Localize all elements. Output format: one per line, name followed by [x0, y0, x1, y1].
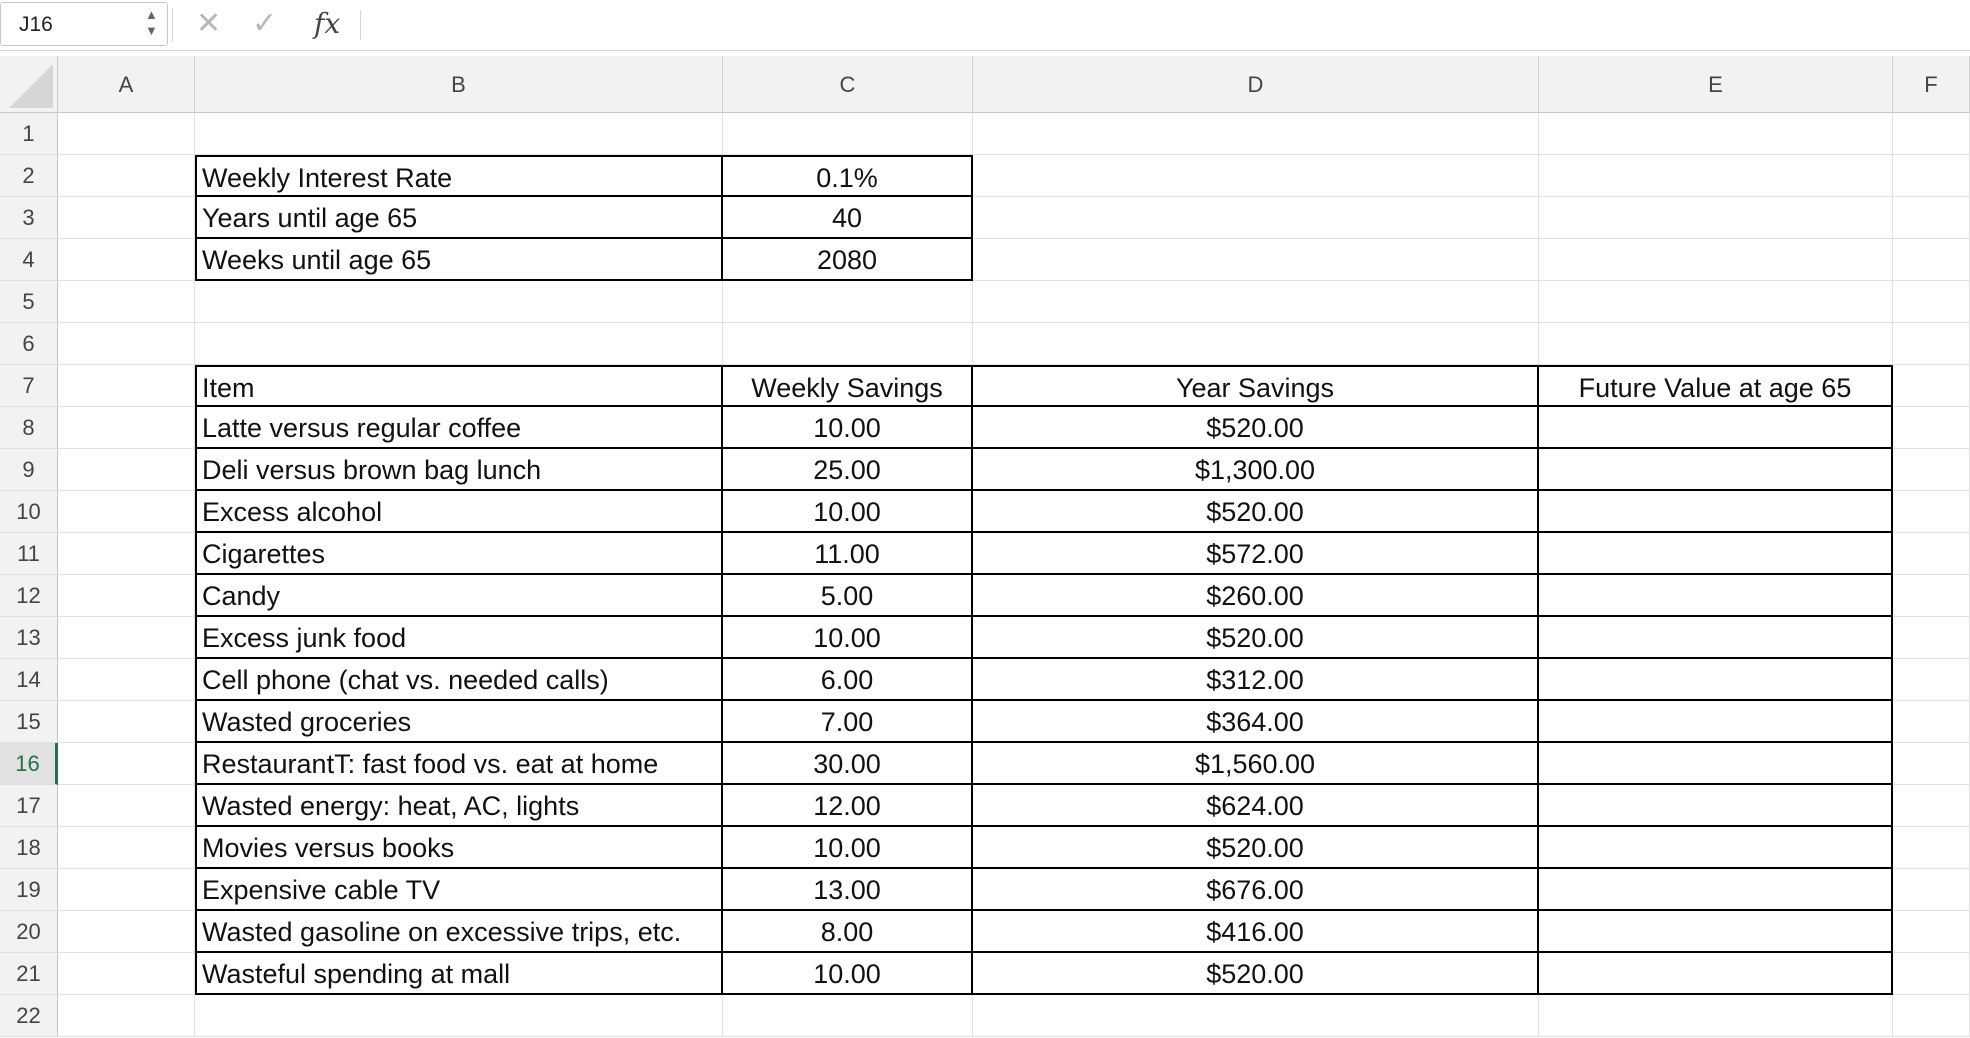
row-header-20[interactable]: 20 — [0, 911, 58, 953]
cell[interactable] — [1893, 113, 1970, 155]
cell[interactable] — [1539, 197, 1893, 239]
table-cell-year[interactable]: $520.00 — [973, 491, 1539, 533]
cell[interactable] — [1893, 701, 1970, 743]
row-header-6[interactable]: 6 — [0, 323, 58, 365]
table-cell-item[interactable]: Latte versus regular coffee — [195, 407, 723, 449]
formula-input[interactable] — [370, 8, 1964, 44]
table-cell-item[interactable]: Wasted energy: heat, AC, lights — [195, 785, 723, 827]
table-header-weekly[interactable]: Weekly Savings — [723, 365, 973, 407]
cell[interactable] — [58, 995, 195, 1037]
name-box-value: J16 — [19, 13, 53, 36]
table-header-year[interactable]: Year Savings — [973, 365, 1539, 407]
row-header-19[interactable]: 19 — [0, 869, 58, 911]
cell[interactable] — [1893, 365, 1970, 407]
cell[interactable] — [1539, 281, 1893, 323]
row-header-11[interactable]: 11 — [0, 533, 58, 575]
cell[interactable] — [1893, 869, 1970, 911]
param-label[interactable]: Years until age 65 — [195, 197, 723, 239]
table-cell-year[interactable]: $312.00 — [973, 659, 1539, 701]
table-cell-item[interactable]: Deli versus brown bag lunch — [195, 449, 723, 491]
row-header-21[interactable]: 21 — [0, 953, 58, 995]
cell[interactable] — [58, 197, 195, 239]
cell[interactable] — [58, 491, 195, 533]
table-cell-weekly[interactable]: 10.00 — [723, 407, 973, 449]
table-cell-year[interactable]: $520.00 — [973, 827, 1539, 869]
cell[interactable] — [58, 281, 195, 323]
cell[interactable] — [1893, 155, 1970, 197]
table-cell-item[interactable]: Expensive cable TV — [195, 869, 723, 911]
cell[interactable] — [973, 113, 1539, 155]
table-cell-future[interactable] — [1539, 953, 1893, 995]
row-header-13[interactable]: 13 — [0, 617, 58, 659]
row-header-17[interactable]: 17 — [0, 785, 58, 827]
column-header-e[interactable]: E — [1539, 56, 1893, 113]
cell[interactable] — [58, 449, 195, 491]
table-cell-weekly[interactable]: 5.00 — [723, 575, 973, 617]
cell[interactable] — [1893, 533, 1970, 575]
table-cell-item[interactable]: Movies versus books — [195, 827, 723, 869]
table-cell-future[interactable] — [1539, 407, 1893, 449]
cell[interactable] — [723, 113, 973, 155]
row-header-7[interactable]: 7 — [0, 365, 58, 407]
table-cell-future[interactable] — [1539, 491, 1893, 533]
table-cell-future[interactable] — [1539, 533, 1893, 575]
cell[interactable] — [58, 323, 195, 365]
cell[interactable] — [195, 323, 723, 365]
row-header-1[interactable]: 1 — [0, 113, 58, 155]
cell[interactable] — [1893, 659, 1970, 701]
table-cell-weekly[interactable]: 10.00 — [723, 953, 973, 995]
table-header-item[interactable]: Item — [195, 365, 723, 407]
cell[interactable] — [1893, 197, 1970, 239]
param-value[interactable]: 40 — [723, 197, 973, 239]
table-cell-weekly[interactable]: 8.00 — [723, 911, 973, 953]
table-cell-future[interactable] — [1539, 827, 1893, 869]
table-cell-future[interactable] — [1539, 869, 1893, 911]
table-cell-year[interactable]: $364.00 — [973, 701, 1539, 743]
cell[interactable] — [1893, 239, 1970, 281]
cell[interactable] — [1893, 995, 1970, 1037]
table-header-future[interactable]: Future Value at age 65 — [1539, 365, 1893, 407]
cell[interactable] — [58, 701, 195, 743]
cell[interactable] — [973, 323, 1539, 365]
param-label[interactable]: Weekly Interest Rate — [195, 155, 723, 197]
row-header-3[interactable]: 3 — [0, 197, 58, 239]
table-cell-year[interactable]: $520.00 — [973, 407, 1539, 449]
table-cell-weekly[interactable]: 10.00 — [723, 491, 973, 533]
column-header-f[interactable]: F — [1893, 56, 1970, 113]
param-value[interactable]: 2080 — [723, 239, 973, 281]
cancel-icon[interactable]: ✕ — [196, 7, 222, 40]
row-header-10[interactable]: 10 — [0, 491, 58, 533]
cell[interactable] — [1893, 407, 1970, 449]
cell[interactable] — [58, 239, 195, 281]
table-cell-future[interactable] — [1539, 785, 1893, 827]
cell[interactable] — [1893, 911, 1970, 953]
table-cell-weekly[interactable]: 6.00 — [723, 659, 973, 701]
table-cell-weekly[interactable]: 11.00 — [723, 533, 973, 575]
cell[interactable] — [1539, 995, 1893, 1037]
table-cell-future[interactable] — [1539, 575, 1893, 617]
name-box-stepper-icon[interactable]: ▲ ▼ — [145, 7, 158, 38]
column-header-c[interactable]: C — [723, 56, 973, 113]
cell[interactable] — [1539, 323, 1893, 365]
row-header-12[interactable]: 12 — [0, 575, 58, 617]
cell[interactable] — [973, 281, 1539, 323]
table-cell-item[interactable]: Wasted gasoline on excessive trips, etc. — [195, 911, 723, 953]
table-cell-item[interactable]: Cigarettes — [195, 533, 723, 575]
cell[interactable] — [973, 197, 1539, 239]
cell[interactable] — [1893, 449, 1970, 491]
cell[interactable] — [1893, 575, 1970, 617]
cell[interactable] — [973, 155, 1539, 197]
table-cell-item[interactable]: RestaurantT: fast food vs. eat at home — [195, 743, 723, 785]
cell[interactable] — [1893, 953, 1970, 995]
cell[interactable] — [58, 911, 195, 953]
select-all-corner[interactable] — [0, 56, 58, 113]
table-cell-future[interactable] — [1539, 659, 1893, 701]
cell[interactable] — [1893, 827, 1970, 869]
cell[interactable] — [58, 365, 195, 407]
cell[interactable] — [1539, 155, 1893, 197]
divider — [172, 8, 173, 42]
table-cell-future[interactable] — [1539, 617, 1893, 659]
table-cell-item[interactable]: Wasted groceries — [195, 701, 723, 743]
cell[interactable] — [58, 869, 195, 911]
row-header-4[interactable]: 4 — [0, 239, 58, 281]
divider — [360, 10, 361, 40]
table-cell-year[interactable]: $260.00 — [973, 575, 1539, 617]
table-cell-weekly[interactable]: 10.00 — [723, 827, 973, 869]
name-box[interactable] — [0, 2, 168, 46]
table-cell-year[interactable]: $416.00 — [973, 911, 1539, 953]
cell[interactable] — [1893, 281, 1970, 323]
row-header-22[interactable]: 22 — [0, 995, 58, 1037]
table-cell-future[interactable] — [1539, 911, 1893, 953]
column-header-a[interactable]: A — [58, 56, 195, 113]
table-cell-item[interactable]: Wasteful spending at mall — [195, 953, 723, 995]
row-header-14[interactable]: 14 — [0, 659, 58, 701]
table-cell-year[interactable]: $676.00 — [973, 869, 1539, 911]
cell[interactable] — [723, 281, 973, 323]
cell[interactable] — [1539, 239, 1893, 281]
table-cell-item[interactable]: Excess junk food — [195, 617, 723, 659]
table-cell-year[interactable]: $1,300.00 — [973, 449, 1539, 491]
cell[interactable] — [1539, 113, 1893, 155]
cell[interactable] — [58, 575, 195, 617]
table-cell-year[interactable]: $572.00 — [973, 533, 1539, 575]
table-cell-future[interactable] — [1539, 449, 1893, 491]
cell[interactable] — [58, 407, 195, 449]
cell[interactable] — [1893, 617, 1970, 659]
cell[interactable] — [58, 743, 195, 785]
table-cell-weekly[interactable]: 25.00 — [723, 449, 973, 491]
table-cell-item[interactable]: Candy — [195, 575, 723, 617]
table-cell-weekly[interactable]: 7.00 — [723, 701, 973, 743]
insert-function-icon[interactable]: fx — [314, 7, 341, 40]
cell[interactable] — [195, 281, 723, 323]
select-all-icon — [9, 64, 53, 108]
cell[interactable] — [58, 533, 195, 575]
enter-icon[interactable]: ✓ — [252, 7, 278, 40]
table-cell-year[interactable]: $520.00 — [973, 617, 1539, 659]
table-cell-weekly[interactable]: 13.00 — [723, 869, 973, 911]
table-cell-weekly[interactable]: 10.00 — [723, 617, 973, 659]
cell[interactable] — [723, 995, 973, 1037]
cell[interactable] — [973, 995, 1539, 1037]
cell[interactable] — [1893, 323, 1970, 365]
param-label[interactable]: Weeks until age 65 — [195, 239, 723, 281]
cell[interactable] — [1893, 491, 1970, 533]
table-cell-year[interactable]: $1,560.00 — [973, 743, 1539, 785]
row-header-18[interactable]: 18 — [0, 827, 58, 869]
row-header-2[interactable]: 2 — [0, 155, 58, 197]
table-cell-weekly[interactable]: 12.00 — [723, 785, 973, 827]
cell[interactable] — [58, 659, 195, 701]
cell[interactable] — [195, 995, 723, 1037]
column-header-b[interactable]: B — [195, 56, 723, 113]
table-cell-year[interactable]: $624.00 — [973, 785, 1539, 827]
table-cell-item[interactable]: Excess alcohol — [195, 491, 723, 533]
cell[interactable] — [973, 239, 1539, 281]
row-header-5[interactable]: 5 — [0, 281, 58, 323]
cell[interactable] — [1893, 785, 1970, 827]
cell[interactable] — [195, 113, 723, 155]
table-cell-future[interactable] — [1539, 743, 1893, 785]
table-cell-weekly[interactable]: 30.00 — [723, 743, 973, 785]
cell[interactable] — [723, 323, 973, 365]
row-header-8[interactable]: 8 — [0, 407, 58, 449]
cell[interactable] — [58, 785, 195, 827]
cell[interactable] — [58, 617, 195, 659]
cell[interactable] — [1893, 743, 1970, 785]
row-header-16[interactable]: 16 — [0, 743, 58, 785]
column-header-d[interactable]: D — [973, 56, 1539, 113]
param-value[interactable]: 0.1% — [723, 155, 973, 197]
cell[interactable] — [58, 827, 195, 869]
row-header-15[interactable]: 15 — [0, 701, 58, 743]
formula-bar — [0, 0, 1970, 51]
table-cell-item[interactable]: Cell phone (chat vs. needed calls) — [195, 659, 723, 701]
cell[interactable] — [58, 155, 195, 197]
row-header-9[interactable]: 9 — [0, 449, 58, 491]
cell[interactable] — [58, 953, 195, 995]
table-cell-year[interactable]: $520.00 — [973, 953, 1539, 995]
table-cell-future[interactable] — [1539, 701, 1893, 743]
cell[interactable] — [58, 113, 195, 155]
